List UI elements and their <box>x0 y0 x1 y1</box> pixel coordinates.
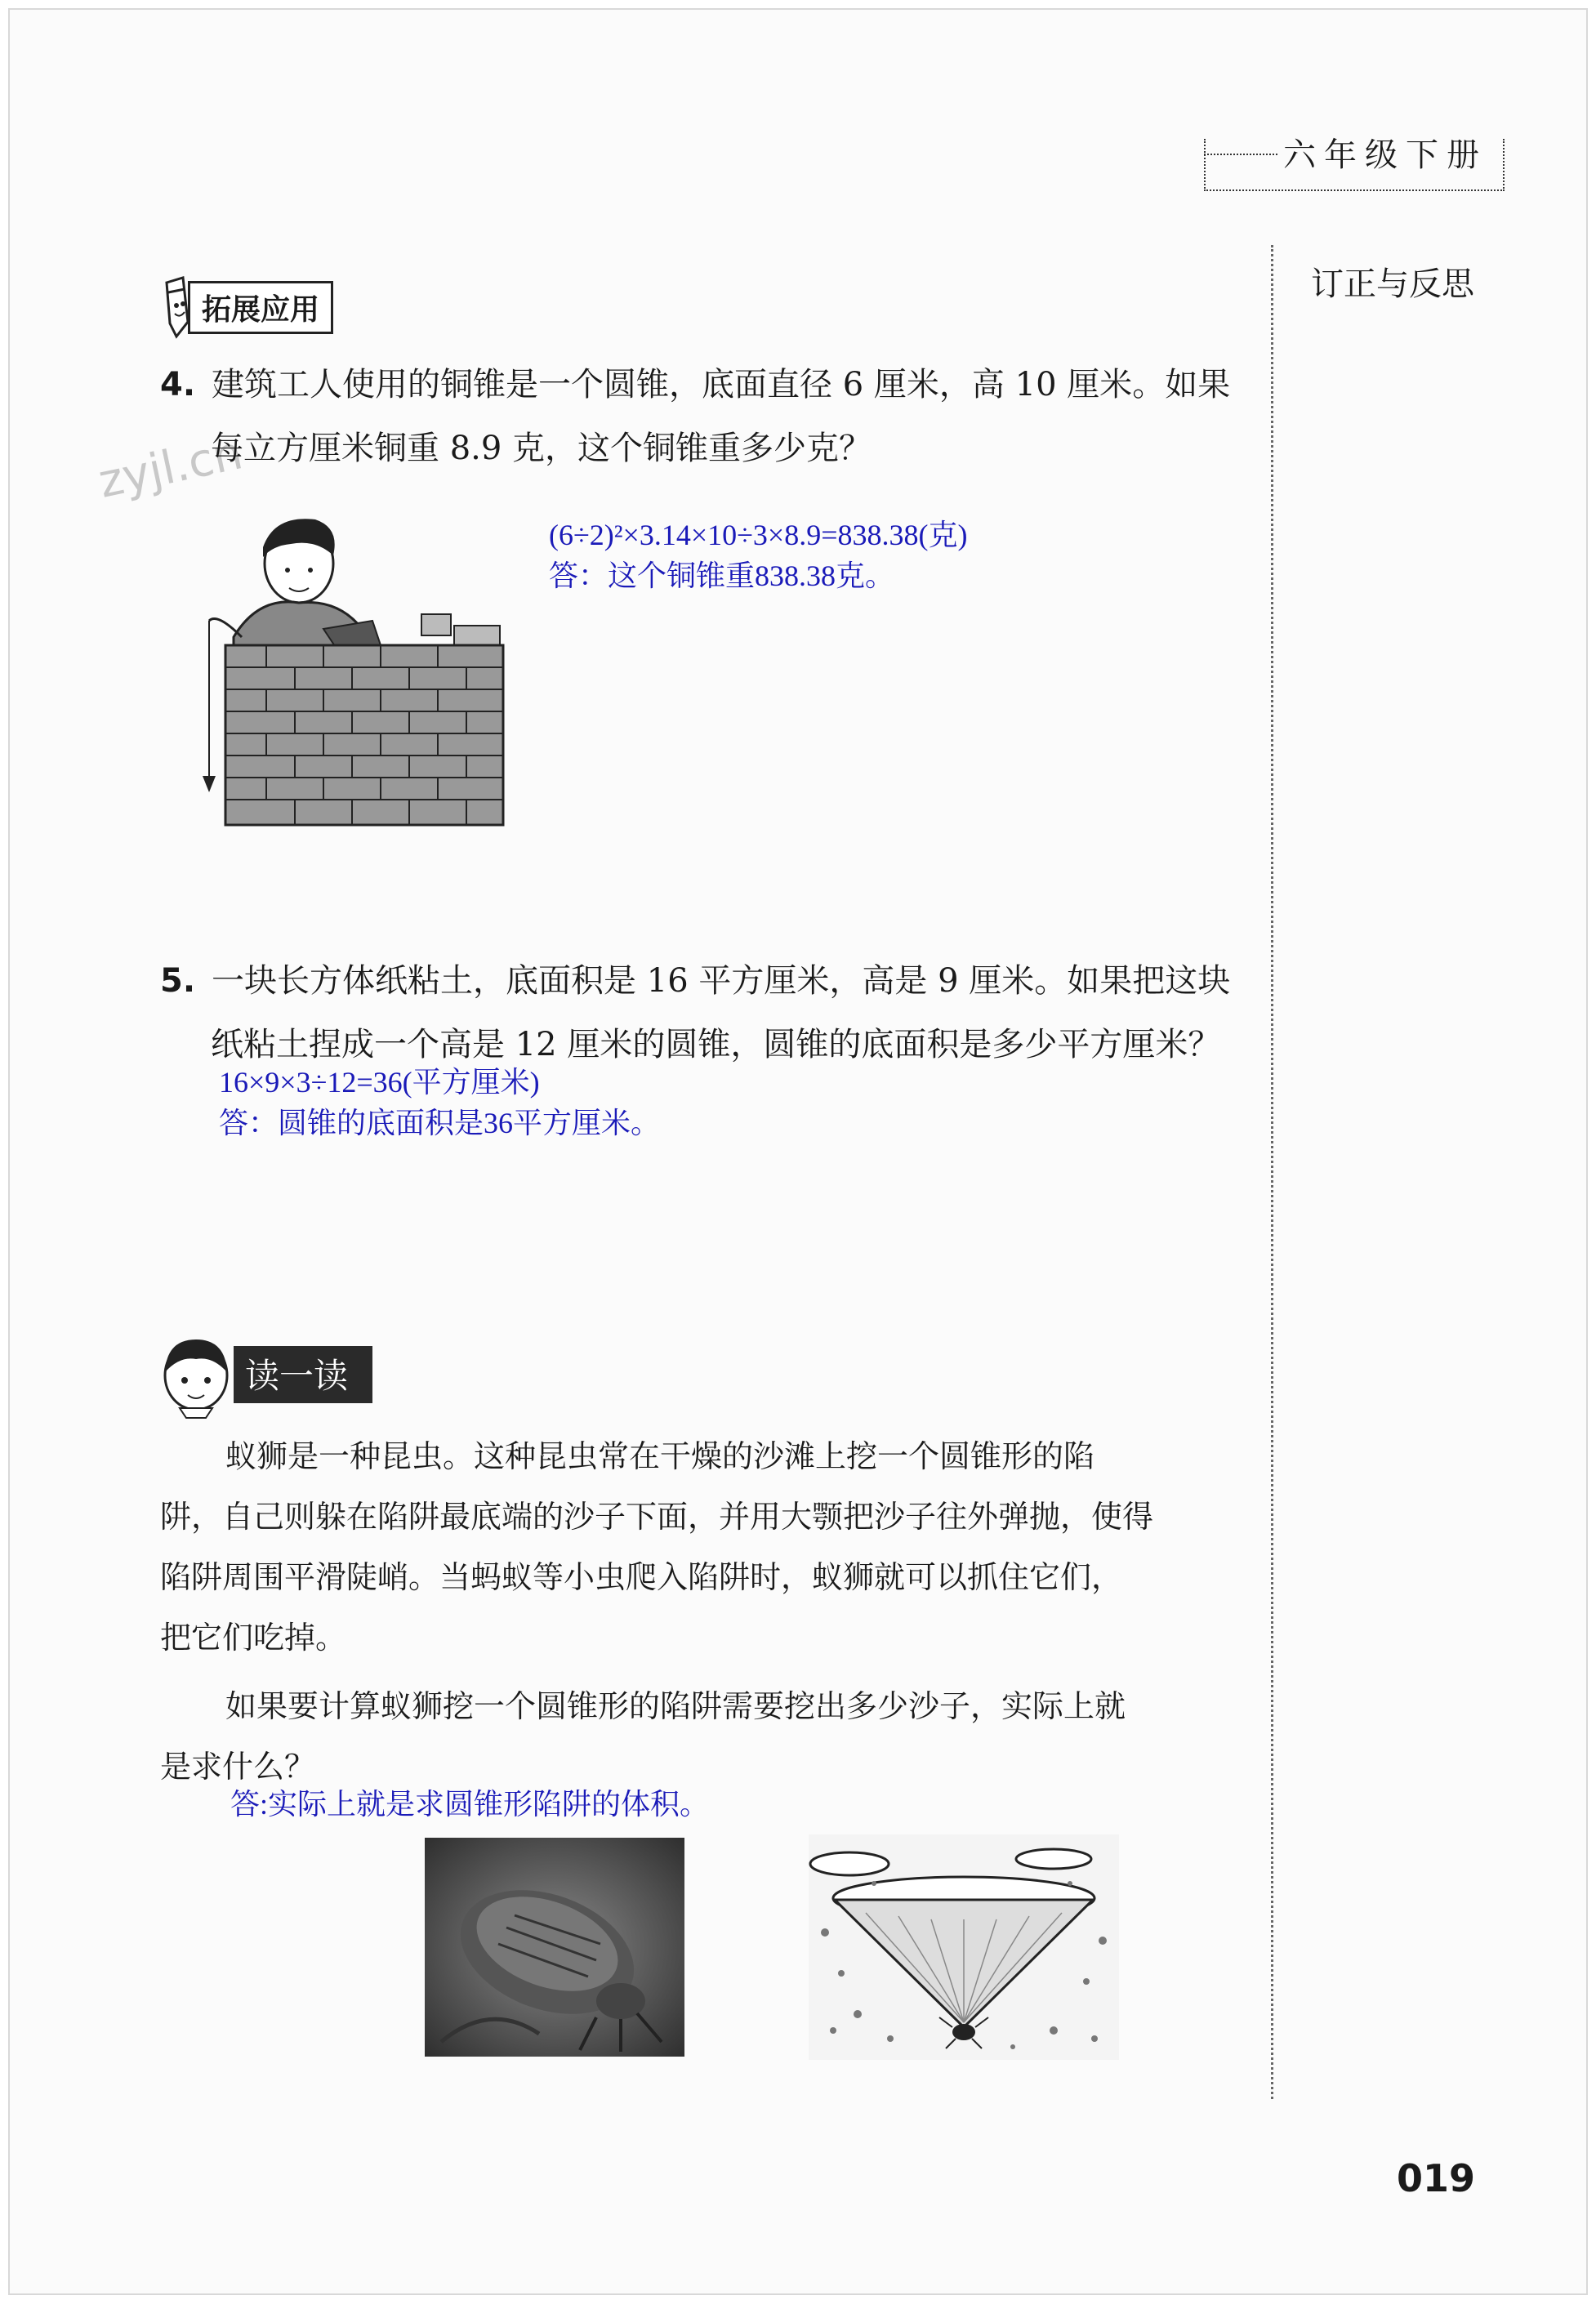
reading-paragraph-2 <box>160 1676 1246 1797</box>
question-5-answer-formula: 16×9×3÷12=36(平方厘米) <box>219 1066 540 1099</box>
question-4-answer <box>549 515 967 596</box>
page-number: 019 <box>1397 2156 1476 2200</box>
question-5-line-1: 一块长方体纸粘土，底面积是 16 平方厘米，高是 9 厘米。如果把这块 <box>212 962 1231 1000</box>
section-title-extend: 拓展应用 <box>188 281 333 334</box>
question-5-number: 5. <box>160 962 196 1000</box>
question-4-line-2: 每立方厘米铜重 8.9 克，这个铜锥重多少克？ <box>211 430 872 467</box>
question-5-line-2: 纸粘土捏成一个高是 12 厘米的圆锥，圆锥的底面积是多少平方厘米？ <box>211 1026 1221 1063</box>
reading-answer: 答:实际上就是求圆锥形陷阱的体积。 <box>230 1788 710 1821</box>
cone-trap-illustration <box>809 1834 1119 2060</box>
question-4 <box>160 353 1246 480</box>
question-4-line-1: 建筑工人使用的铜锥是一个圆锥，底面直径 6 厘米，高 10 厘米。如果 <box>212 366 1231 403</box>
girl-reading-icon <box>155 1330 237 1420</box>
question-5 <box>160 949 1246 1076</box>
reading-line: 蚁狮是一种昆虫。这种昆虫常在干燥的沙滩上挖一个圆锥形的陷 <box>225 1438 1095 1474</box>
sidebar-title: 订正与反思 <box>1311 265 1474 303</box>
section-header-read <box>155 1330 372 1420</box>
bricklayer-illustration <box>185 506 519 833</box>
antlion-photo <box>425 1838 684 2057</box>
question-4-answer-text: 答：这个铜锥重838.38克。 <box>549 559 895 592</box>
section-title-read: 读一读 <box>234 1346 372 1403</box>
reading-line: 是求什么？ <box>160 1749 316 1785</box>
reading-line: 陷阱周围平滑陡峭。当蚂蚁等小虫爬入陷阱时，蚁狮就可以抓住它们， <box>160 1559 1123 1595</box>
question-4-answer-formula: (6÷2)²×3.14×10÷3×8.9=838.38(克) <box>549 519 968 551</box>
reading-line: 阱，自己则躲在陷阱最底端的沙子下面，并用大颚把沙子往外弹抛，使得 <box>160 1499 1154 1535</box>
question-4-number: 4. <box>160 366 196 403</box>
watermark: zyjl.cn <box>94 426 247 509</box>
workbook-page <box>8 8 1588 2295</box>
reading-paragraph-1 <box>160 1426 1246 1668</box>
question-5-answer <box>219 1062 660 1143</box>
reading-line: 如果要计算蚁狮挖一个圆锥形的陷阱需要挖出多少沙子，实际上就 <box>225 1688 1126 1724</box>
question-5-answer-text: 答：圆锥的底面积是36平方厘米。 <box>219 1107 661 1139</box>
sidebar-divider <box>1271 245 1273 2099</box>
grade-dotted-rule <box>1204 154 1277 155</box>
section-header-extend <box>160 274 333 340</box>
reading-line: 把它们吃掉。 <box>160 1620 347 1656</box>
grade-label: 六年级下册 <box>1278 129 1492 176</box>
